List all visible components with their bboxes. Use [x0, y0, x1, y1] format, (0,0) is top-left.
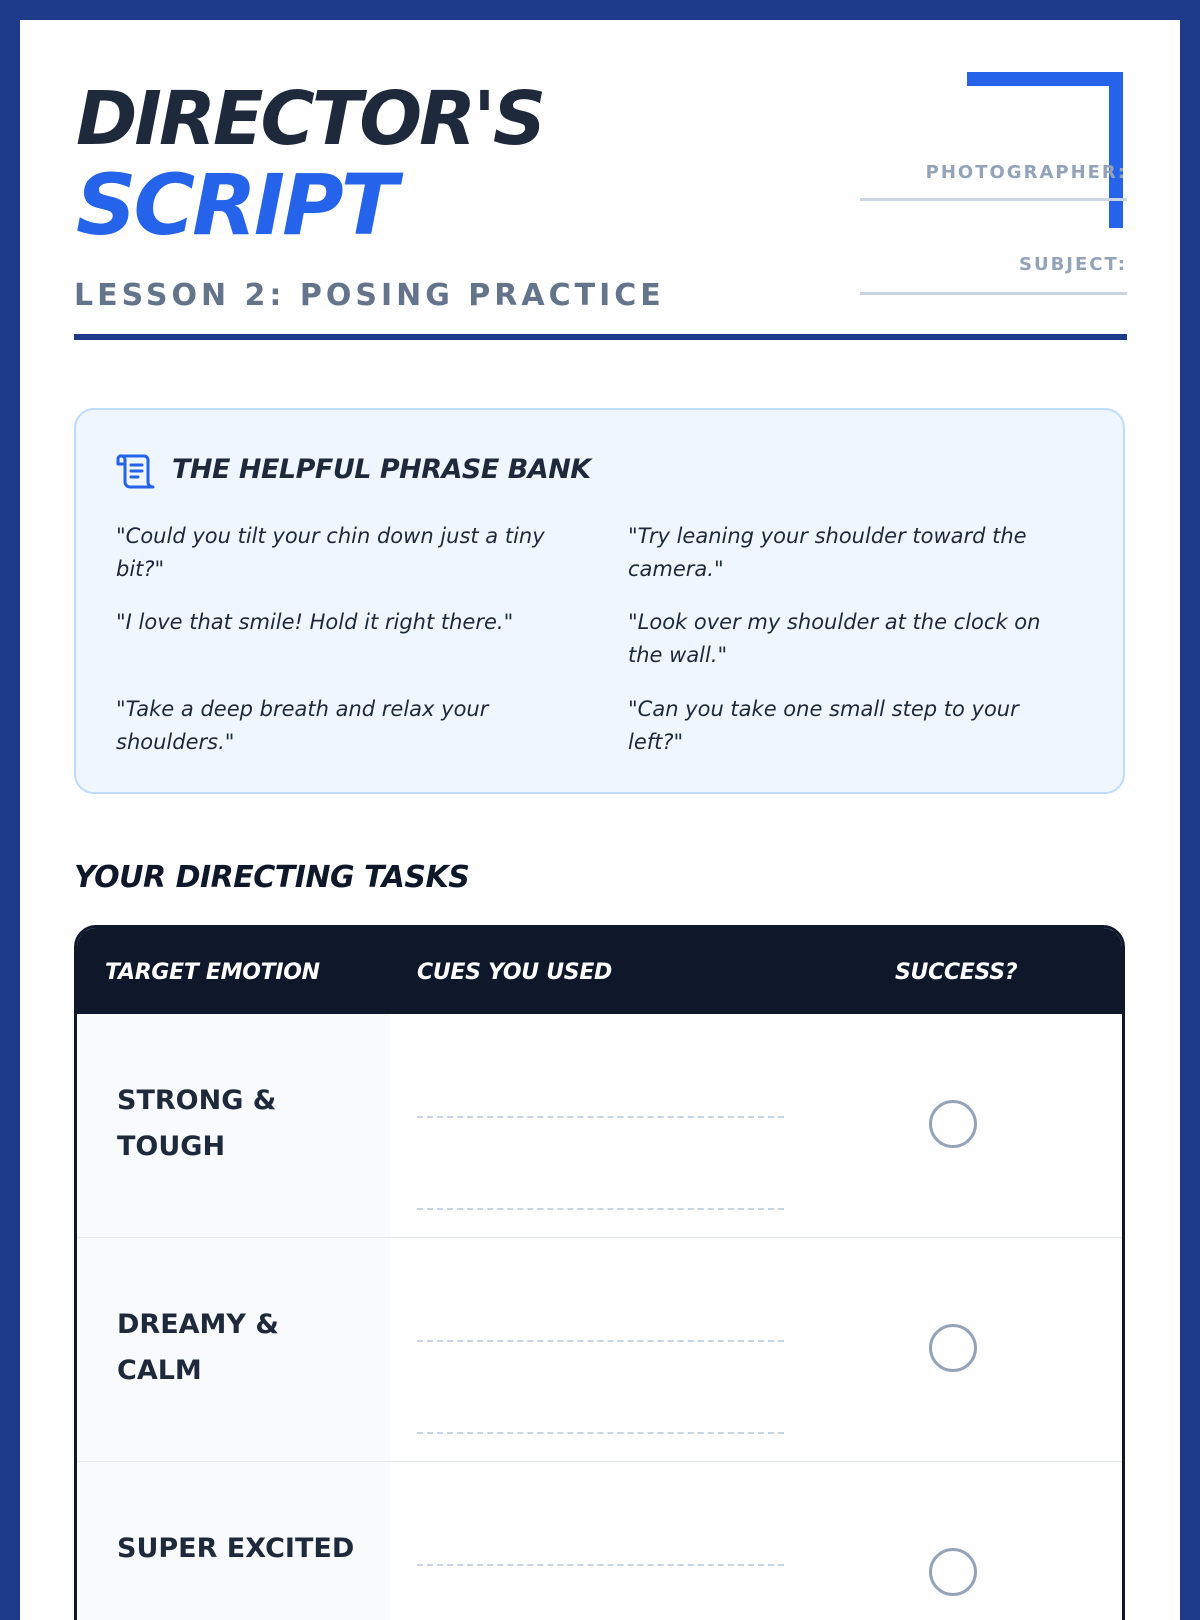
- success-checkbox[interactable]: [929, 1100, 977, 1148]
- phrase-item: "Take a deep breath and relax your shoulders.": [116, 697, 489, 754]
- success-checkbox[interactable]: [929, 1548, 977, 1596]
- phrase-bank-title: THE HELPFUL PHRASE BANK: [172, 454, 591, 485]
- phrase-item: "Can you take one small step to your left?": [628, 697, 1019, 754]
- tasks-table: [74, 925, 1125, 1620]
- column-header-cues: CUES YOU USED: [417, 960, 613, 985]
- cue-input-line[interactable]: [417, 1432, 784, 1434]
- phrase-item: "I love that smile! Hold it right there.": [116, 610, 514, 634]
- success-checkbox[interactable]: [929, 1324, 977, 1372]
- phrase-bank: [74, 408, 1125, 794]
- phrase-item: "Could you tilt your chin down just a tiny bit?": [116, 524, 545, 581]
- scroll-icon: [116, 452, 156, 490]
- subject-field[interactable]: [860, 292, 1127, 295]
- cue-input-line[interactable]: [417, 1564, 784, 1566]
- header-divider: [74, 334, 1127, 340]
- photographer-label: PHOTOGRAPHER:: [925, 162, 1127, 183]
- table-row: [77, 1238, 1122, 1462]
- phrase-item: "Try leaning your shoulder toward the camera.": [628, 524, 1027, 581]
- table-row: [77, 1014, 1122, 1238]
- table-header: [77, 928, 1122, 1014]
- title-line-2: SCRIPT: [76, 156, 395, 254]
- emotion-label: STRONG & TOUGH: [117, 1085, 277, 1162]
- table-row: [77, 1462, 1122, 1620]
- tasks-heading: YOUR DIRECTING TASKS: [74, 860, 470, 895]
- subject-label: SUBJECT:: [1019, 254, 1127, 275]
- corner-accent: [967, 72, 1123, 228]
- cue-input-line[interactable]: [417, 1208, 784, 1210]
- emotion-label: SUPER EXCITED: [117, 1533, 355, 1564]
- cue-input-line[interactable]: [417, 1116, 784, 1118]
- column-header-success: SUCCESS?: [895, 960, 1018, 985]
- column-header-emotion: TARGET EMOTION: [105, 960, 320, 985]
- lesson-subtitle: LESSON 2: POSING PRACTICE: [74, 278, 665, 313]
- emotion-label: DREAMY & CALM: [117, 1309, 279, 1386]
- worksheet-page: [20, 20, 1180, 1620]
- photographer-field[interactable]: [860, 198, 1127, 201]
- phrase-item: "Look over my shoulder at the clock on the wall.": [628, 610, 1041, 667]
- cue-input-line[interactable]: [417, 1340, 784, 1342]
- title-line-1: DIRECTOR'S: [76, 76, 544, 162]
